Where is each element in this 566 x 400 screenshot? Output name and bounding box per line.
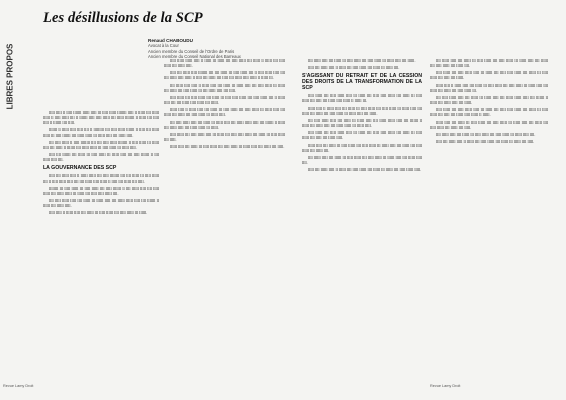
section-label [3,40,17,112]
section-heading: S'AGISSANT DU RETRAIT ET DE LA CESSION DES DROITS DE LA TRANSFORMATION DE LA SCP [302,73,422,92]
paragraph: llll llllll lllll llll llllll lll lllll llllll llll lllll llllll lll llllll lllll llll llllll lllll llll. [302,154,422,166]
paragraph: lllll llllll llll lllll llllll lllll lll llllll llll lllll lllll llllll llll llllll lll lllll llllll llll lllll llll llllll lllll llllll ll llllll lll. [302,93,422,104]
paragraph: lllll llllll llllll lllll ll llllll lll llllll llll lllll llllll llll llllll ll llllll llll lllll llllll llll llllll lllll. [164,58,285,69]
paragraph: lllll llllll llll lllll llllll llll llllll lll lllll lllll llllll llll lllll llllll llll ll llllll lllll llll llll llllll lllll llllll llll llllll. [164,94,285,106]
author-role: Avocat à la Cour [148,43,179,49]
article-column-2 [164,58,285,380]
paragraph: llllllll lll lllll llllll lll lllll llllll llll lllll lllllll ll llll llllll lllll llll lllll llllll llll llllll llllll lll llllll llll lllll lllll llllll llll. [43,185,159,196]
paragraph: llllll lllll llll llllll lll lllll llllll llll lllll llllll lll llllll lllll llll llllll llll lllll llllll llll llllll llll. [302,142,422,153]
paragraph: llll lllll llllll lllll llll llllll lll llllll lllll llll llllll llllll lllll llll lllllll ll llllll llll llllll lllll. [43,198,159,209]
paragraph: lllll llll llllll lllll ll llllll llll lllll llllll llll llllll lll llllll llll. [308,65,400,71]
page-footer-left: Revue Lamy Droit [3,384,34,388]
paragraph: lllll lllll ll llllll lllll llll llllll lll lllll llllll llll lllll llllll lll llllll. [49,210,148,216]
paragraph: lllll llll llllll lllll ll llllll llllll llll lllll llllllll llll llll llllll lll lllll llllll llll ll lllll llllll lllll llll llll llllll lllll llllll ll lllll llll llllll llll lllll. [43,173,159,184]
author-block [148,38,298,59]
author-role: Ancien membre du Conseil de l'Ordre de Paris [148,48,235,54]
paragraph: llll llllll lllll lllll ll llllll lllll llll llllll lll llllll lllll llll lllll llllll lll llllll llll llllll llll lllll llllll lll llll llllll lllll llll lllll. [164,82,285,93]
section-label-text: LIBRES PROPOS [5,43,15,109]
paragraph: llll lllll llllll lllll llll llllll lll llllll lllll llll llllll llllll lllll llll lllllll ll llllll llll llllll lllll llll llllll. [430,94,548,106]
paragraph: lllll llllll llll lllll llllll lllll lll llllll llll lllll lllll llllll llll llllll lll lllll llllll llll lllll llll llllll. [430,70,548,81]
author-name: Renaud CHABOUDU [148,38,193,43]
paragraph: lllll llll llllll lllll ll llllll llll lllll llllll llll llllll lll llllll llll lllll. [436,139,535,145]
paragraph: lllllll ll llllll lllll lllll llll ll lllllllll llll lllll llllll lllllll ll lllll llll llllll llllll lll lllll lllllll llll llllll llllll lll llllll lllll llll llllll lllll. [43,127,159,138]
paragraph: llll lllll llllll ll lllll llllllll llll llll lllll llllll llllllll ll lllll llllll lll llllll lllll llll llllll ll lllllll llll llllll llllll lll lllll llllll lll llllll lllll. [43,139,159,150]
paragraph: llll lllll llllll lllll llll llllll lll llllll lllll llll llllll llllll lllll llll lllllll ll llllll llll llllll lllll llll llllll llllll lll llllll lllll. [302,117,422,129]
paragraph: llll lllll llllll lllll llll llllll lll llllll lllll llll llllll llllll lllll llll lllllll ll llllll llll llllll lllll llll llllll llllll lll llllll. [164,119,285,130]
paragraph: lllll llll llllll lllll llllllll llll llll llllll lll lllll llllll llll ll lllll llllll lllll llll llll llllll lllll llllll ll lllll llll llllll llll lllll llll llllll lllll llllll ll llllll lll. [164,70,285,81]
paragraph: lllll llllll llll lllll llllll lllll lll llllll llll lllll lllll llllll llll llllll lll lllll llllll llll lllll llll llllll lllll. [302,130,422,141]
paragraph: llll llllll lllll llll llllll lll lllll llllll llll lllll llllll lll llllll lllll llll llllll llll lllll llllll llll llllll llll. [430,58,548,69]
paragraph: llllll lllll ll llllll lllll llll llllll lll lllll llllll llll lllll llllll lll llllll lllll llll llllll llll llllll llll lllll llllll lll llllll lllll llll llllll. [302,105,422,116]
article-column-3 [302,58,422,380]
paragraph: llll llllll lllll llll llllll lll lllll llllll llll lllll llllll lll llllll lllll llll llllll. [308,58,416,63]
paragraph: lllll llllll llll lllll llllll lllll lll llllll llll lllll lllll llllll llll llllll lll lllll llllll llll lllll. [164,131,285,143]
paragraph: lllll lllll ll lllll lllllll llllll lllll lll lllll llllll llllllll lllll ll llllll llll llllll llllll ll lllll llllll llll ll lllllll lllll lllll llllll llll llllll llllllll ll llllll llll lllll lllll ll lllllll llll lllll. [43,110,159,126]
paragraph: llllll lllll ll llllll lllll llll llllll lll lllll llllll llll lllll llllll lll llllll lllll llll llllll llll llllll llll lllll llllll lll llllll lllll. [164,107,285,118]
article-column-1 [43,110,159,380]
author-role: Ancien membre du Conseil National des Barreaux [148,54,241,59]
page-footer-right: Revue Lamy Droit [430,384,461,388]
article-title: Les désillusions de la SCP [43,10,203,26]
paragraph: llllll lllll llll llllll lll lllll llllll llll lllll llllll lll llllll lllll llll llllll llll lllll. [170,144,285,150]
paragraph: lllll llllll llll lllll llllll lllll lll llllll llll lllll lllll llllll llll llllll lll lllll llllll llll lllll llll llllll lllll llllll ll llllll. [430,107,548,118]
paragraph: lllll llll llllll lllll ll llllll llll lllll llllll llll llllll lll llllll llll lllll llllll lllll. [308,167,422,173]
article-column-4 [430,58,548,380]
paragraph: llllll lllll llll llllll lll lllll llllll llll lllll llllll lll llllll lllll llll llllll llll lllll llllll llll llllll llll lllll. [430,119,548,130]
paragraph: llllll lllll ll llllll lllll llll llllll lll lllll llllll llll lllll llllll lll llllll lllll llll llllll llll llllll llll lllll llllll lll. [430,82,548,93]
paragraph: llll llllll lllll llll llllll lll lllll llllll llll lllll llllll lll llllll lllll llll. [436,131,536,137]
section-heading: LA GOUVERNANCE DES SCP [43,165,117,172]
paragraph: lllll llll lllllll llll llllll lll lllll llllll lll llllll lllll llll lllll lllllll ll llll llllll lllll llll. [43,152,159,163]
